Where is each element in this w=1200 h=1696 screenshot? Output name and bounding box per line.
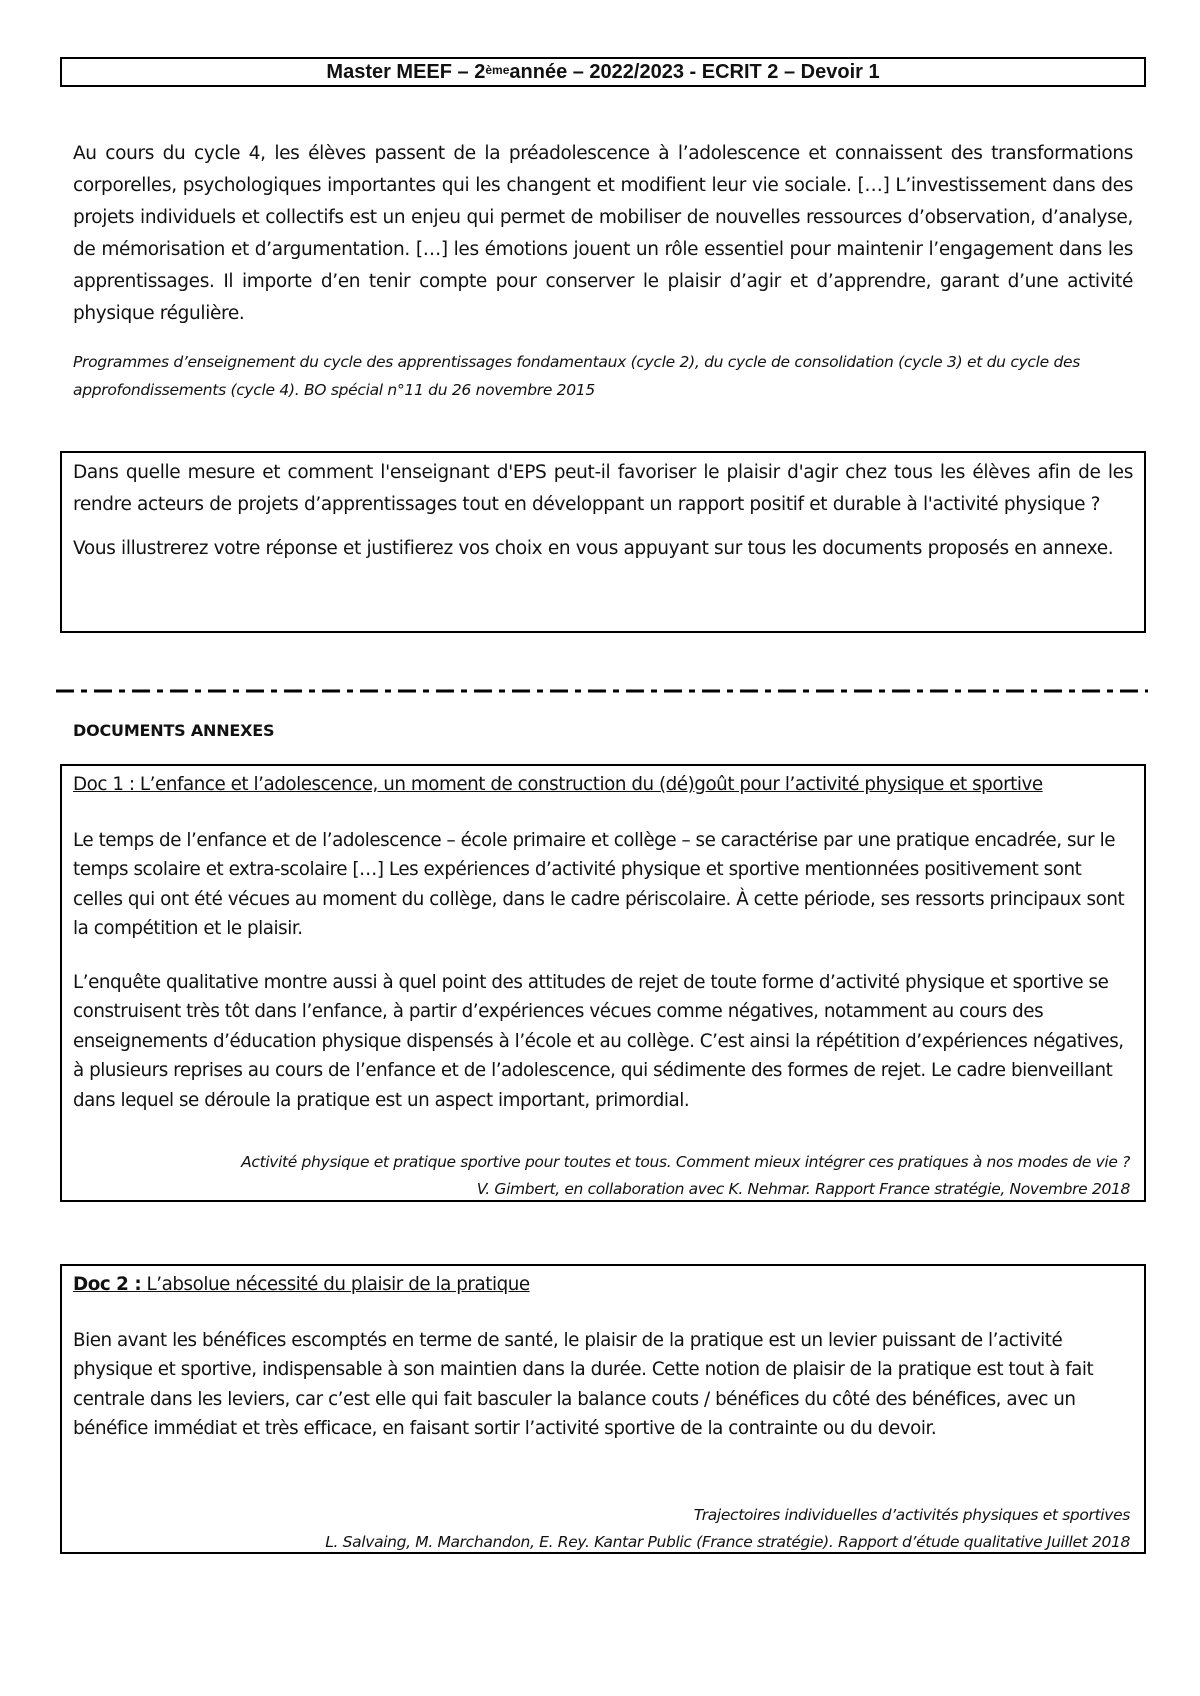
title-suffix: année – 2022/2023 - ECRIT 2 – Devoir 1 [509,60,880,83]
doc1-citation [241,1149,1130,1203]
intro-paragraph: Au cours du cycle 4, les élèves passent de la préadolescence à l’adolescence et connaissent des transformations corporelles, psychologiques importantes qui les changent et modifient leur vie sociale. […] L’investissement dans des projets individuels et collectifs est un enjeu qui permet de mobiliser de nouvelles ressources d’observation, d’analyse, de mémorisation et d’argumentation. […] les émotions jouent un rôle essentiel pour maintenir l’engagement dans les apprentissages. Il importe d’en tenir compte pour conserver le plaisir d’agir et d’apprendre, garant d’une activité physique régulière. [73,143,1133,324]
question-text: Dans quelle mesure et comment l'enseignant d'EPS peut-il favoriser le plaisir d'agir chez tous les élèves afin de les rendre acteurs de projets d’apprentissages tout en développant un rapport positif et durable à l'activité physique ? [73,462,1133,515]
doc2-citation-authors: L. Salvaing, M. Marchandon, E. Rey. Kantar Public (France stratégie). Rapport d’étude qualitative Juillet 2018 [325,1533,1130,1551]
title-superscript: ème [485,63,510,77]
doc2-title [73,1270,1133,1300]
question-box [60,451,1146,633]
question-instruction: Vous illustrerez votre réponse et justifierez vos choix en vous appuyant sur tous les documents proposés en annexe. [73,538,1114,559]
doc2-box [60,1264,1146,1554]
doc2-label: Doc 2 : [73,1274,142,1295]
doc2-citation [325,1502,1130,1556]
doc1-title: Doc 1 : L’enfance et l’adolescence, un moment de construction du (dé)goût pour l’activité physique et sportive [73,774,1043,795]
doc1-paragraph-2: L’enquête qualitative montre aussi à quel point des attitudes de rejet de toute forme d’activité physique et sportive se construisent très tôt dans l’enfance, à partir d’expériences vécues comme négatives, notamment au cours des enseignements d’éducation physique dispensés à l’école et au collège. C’est ainsi la répétition d’expériences négatives, à plusieurs reprises au cours de l’enfance et de l’adolescence, qui sédimente des formes de rejet. Le cadre bienveillant dans lequel se déroule la pratique est un aspect important, primordial. [73,971,1124,1111]
title-prefix: Master MEEF – 2 [326,60,486,83]
doc2-citation-title: Trajectoires individuelles d’activités physiques et sportives [693,1506,1130,1524]
doc2-paragraph: Bien avant les bénéfices escomptés en terme de santé, le plaisir de la pratique est un levier puissant de l’activité physique et sportive, indispensable à son maintien dans la durée. Cette notion de plaisir de la pratique est tout à fait centrale dans les leviers, car c’est elle qui fait basculer la balance couts / bénéfices du côté des bénéfices, avec un bénéfice immédiat et très efficace, en faisant sortir l’activité sportive de la contrainte ou du devoir. [73,1329,1094,1439]
annexes-heading: DOCUMENTS ANNEXES [73,721,275,740]
dashed-separator [56,689,1148,693]
doc1-citation-authors: V. Gimbert, en collaboration avec K. Nehmar. Rapport France stratégie, Novembre 2018 [476,1180,1130,1198]
intro-source: Programmes d’enseignement du cycle des apprentissages fondamentaux (cycle 2), du cycle de consolidation (cycle 3) et du cycle des approfondissements (cycle 4). BO spécial n°11 du 26 novembre 2015 [73,353,1081,399]
exam-title [60,57,1146,87]
doc1-paragraph-1: Le temps de l’enfance et de l’adolescence – école primaire et collège – se caractérise par une pratique encadrée, sur le temps scolaire et extra-scolaire […] Les expériences d’activité physique et sportive mentionnées positivement sont celles qui ont été vécues au moment du collège, dans le cadre périscolaire. À cette période, ses ressorts principaux sont la compétition et le plaisir. [73,829,1125,939]
doc1-box [60,764,1146,1202]
doc1-citation-title: Activité physique et pratique sportive pour toutes et tous. Comment mieux intégrer ces pratiques à nos modes de vie ? [241,1153,1130,1171]
doc2-title-text: L’absolue nécessité du plaisir de la pratique [141,1274,530,1295]
